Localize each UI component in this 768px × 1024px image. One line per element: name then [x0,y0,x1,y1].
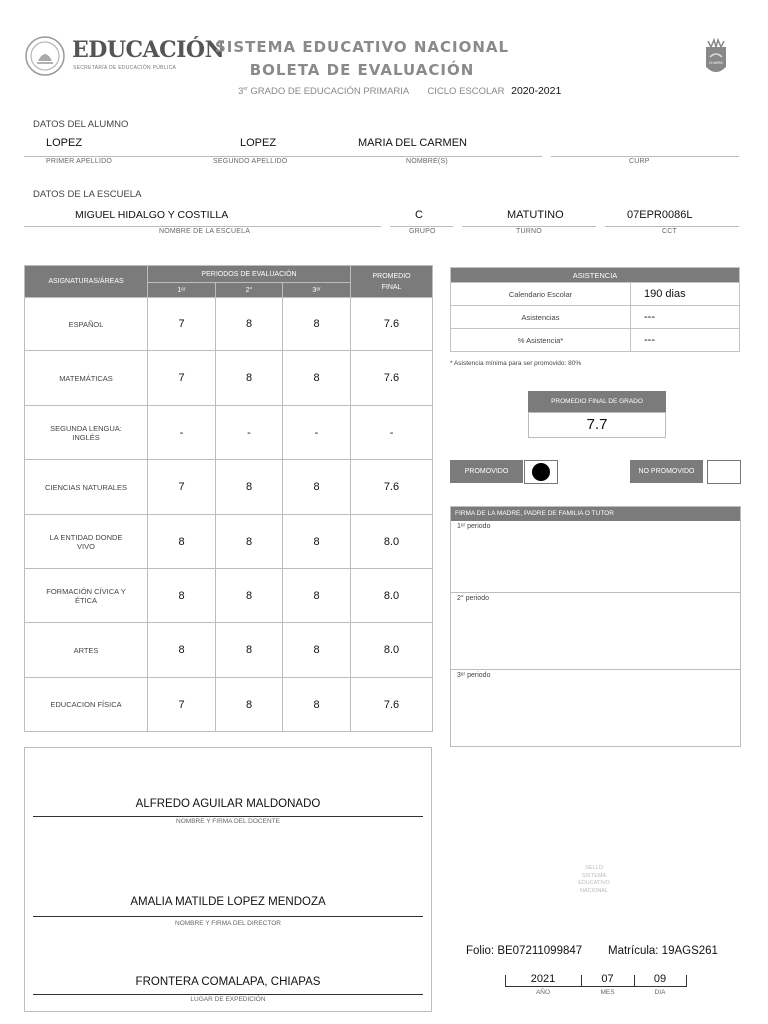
subject-cell: CIENCIAS NATURALES [25,460,148,515]
doc-title-2: BOLETA DE EVALUACIÓN [249,61,475,79]
promovido-checkbox[interactable] [524,460,558,484]
escuela-rule-4 [605,226,739,227]
logo-sub: SECRETARÍA DE EDUCACIÓN PÚBLICA [73,65,177,71]
grade-row [25,298,433,351]
escuela-nombre-value: MIGUEL HIDALGO Y COSTILLA [75,209,229,221]
seal-line: SELLO [585,865,603,871]
date-day-label: DIA [654,989,666,996]
grade-period-2: 8 [216,351,283,406]
issue-place: FRONTERA COMALAPA, CHIAPAS [135,976,321,988]
turno-label: TURNO [516,228,542,235]
signatures-box [24,747,432,1012]
subject-cell: EDUCACION FÍSICA [25,678,148,732]
seal-line: EDUCATIVO [578,880,610,886]
escuela-section-title: DATOS DE LA ESCUELA [33,189,142,200]
grade-row [25,569,433,623]
teacher-signature-line [33,816,423,817]
period-1-header: 1ᵉʳ [148,283,216,298]
tutor-signature-title: FIRMA DE LA MADRE, PADRE DE FAMILIA O TUTOR [451,507,740,521]
grade-period-1: 7 [148,678,216,732]
final-average-box [528,412,666,438]
grade-period-1: 7 [148,298,216,351]
issue-place-label: LUGAR DE EXPEDICIÓN [190,996,266,1003]
escuela-rule-3 [462,226,596,227]
crest-text: CHIAPAS [709,61,723,65]
grade-row [25,515,433,569]
primer-apellido-value: LOPEZ [46,137,83,149]
no-promovido-checkbox[interactable] [707,460,741,484]
date-rule [505,986,687,987]
nombre-value: MARIA DEL CARMEN [358,137,468,149]
date-month: 07 [601,973,614,985]
grade-row [25,351,433,406]
segundo-apellido-label: SEGUNDO APELLIDO [213,158,288,165]
subject-cell: MATEMÁTICAS [25,351,148,406]
grade-period-3: 8 [283,515,351,569]
attendance-value: --- [631,329,740,352]
grade-period-3: 8 [283,351,351,406]
date-tick [686,975,687,987]
tutor-signature-period-1: 1ᵉʳ periodo [457,523,491,530]
escuela-nombre-label: NOMBRE DE LA ESCUELA [159,228,251,235]
grade-row [25,406,433,460]
state-crest [702,37,730,79]
grade-period-2: 8 [216,298,283,351]
teacher-label: NOMBRE Y FIRMA DEL DOCENTE [176,818,280,825]
grade-period-1: - [148,406,216,460]
doc-title-1: SISTEMA EDUCATIVO NACIONAL [214,38,510,56]
attendance-label: Calendario Escolar [451,283,631,306]
date-day: 09 [653,973,667,985]
grade-period-2: 8 [216,569,283,623]
cycle-label: CICLO ESCOLAR [427,86,505,97]
grupo-value: C [415,209,423,221]
tutor-signature-box [450,506,741,747]
director-signature-line [33,916,423,917]
subject-cell: ARTES [25,623,148,678]
matricula: Matrícula: 19AGS261 [608,945,718,957]
director-label: NOMBRE Y FIRMA DEL DIRECTOR [175,920,281,927]
grade-final: 7.6 [351,298,433,351]
grade-text: GRADO DE EDUCACIÓN PRIMARIA [247,86,409,97]
filled-circle-icon [532,463,550,481]
date-block [505,972,687,998]
grade-final: 8.0 [351,515,433,569]
curp-label: CURP [629,158,650,165]
seal-placeholder [560,865,628,895]
grade-sup: er [243,85,248,92]
grade-final: - [351,406,433,460]
date-year: 2021 [530,973,556,985]
folio: Folio: BE07211099847 [466,945,583,957]
cct-label: CCT [662,228,677,235]
grade-num: 3 [238,86,244,97]
attendance-value: 190 dias [631,283,740,306]
tutor-signature-period-2: 2° periodo [451,592,740,669]
grade-period-2: 8 [216,678,283,732]
turno-value: MATUTINO [507,209,564,221]
col-final-header: PROMEDIO FINAL [351,266,433,298]
final-average-value: 7.7 [586,416,608,433]
grade-period-1: 8 [148,623,216,678]
grade-period-3: 8 [283,298,351,351]
grade-final: 7.6 [351,351,433,406]
attendance-label: % Asistencia* [451,329,631,352]
grades-table [24,265,433,732]
grade-period-2: 8 [216,515,283,569]
col-periods-header: PERIODOS DE EVALUACIÓN [148,266,351,283]
grade-row [25,623,433,678]
grade-period-1: 7 [148,460,216,515]
segundo-apellido-value: LOPEZ [240,137,277,149]
alumno-rule-1 [24,156,542,157]
grade-row [25,460,433,515]
primer-apellido-label: PRIMER APELLIDO [46,158,113,165]
teacher-name: ALFREDO AGUILAR MALDONADO [135,798,321,810]
issue-place-line [33,994,423,995]
final-average-label: PROMEDIO FINAL DE GRADO [528,391,666,412]
grade-final: 8.0 [351,569,433,623]
mexico-seal-icon [24,35,66,77]
period-2-header: 2° [216,283,283,298]
grade-period-2: 8 [216,460,283,515]
date-month-label: MES [600,989,615,996]
grupo-label: GRUPO [409,228,436,235]
grade-period-3: 8 [283,460,351,515]
grade-period-3: - [283,406,351,460]
grade-period-3: 8 [283,623,351,678]
grade-period-2: 8 [216,623,283,678]
cct-value: 07EPR0086L [627,209,693,221]
seal-line: NACIONAL [579,887,609,894]
chiapas-crest-icon [702,37,730,79]
director-name: AMALIA MATILDE LOPEZ MENDOZA [130,896,326,908]
grade-row [25,678,433,732]
grade-final: 7.6 [351,678,433,732]
grade-period-3: 8 [283,678,351,732]
grade-period-1: 8 [148,569,216,623]
logo-word: EDUCACIÓN [72,37,225,63]
cycle-value: 2020-2021 [511,85,562,97]
alumno-section-title: DATOS DEL ALUMNO [33,119,129,130]
subject-cell: LA ENTIDAD DONDE VIVO [25,515,148,569]
grade-period-3: 8 [283,569,351,623]
attendance-value: --- [631,306,740,329]
grade-period-1: 7 [148,351,216,406]
alumno-rule-2 [551,156,739,157]
nombre-label: NOMBRE(S) [406,158,448,165]
grades-body [25,298,433,732]
attendance-label: Asistencias [451,306,631,329]
period-3-header: 3ᵉʳ [283,283,351,298]
grade-period-1: 8 [148,515,216,569]
grade-final: 7.6 [351,460,433,515]
attendance-table [450,267,740,352]
no-promovido-label: NO PROMOVIDO [630,460,703,483]
grade-line [238,85,561,97]
date-year-label: AÑO [535,989,551,996]
attendance-title: ASISTENCIA [451,268,740,283]
grade-period-2: - [216,406,283,460]
escuela-rule-2 [390,226,453,227]
tutor-signature-period-3: 3ᵉʳ periodo [451,669,740,744]
attendance-note: * Asistencia mínima para ser promovido: 80% [450,360,582,367]
subject-cell: SEGUNDA LENGUA: INGLÉS [25,406,148,460]
promovido-label: PROMOVIDO [450,460,523,483]
grade-final: 8.0 [351,623,433,678]
subject-cell: ESPAÑOL [25,298,148,351]
seal-line: SISTEMA [581,872,607,879]
col-subject-header: ASIGNATURAS/ÁREAS [25,266,148,298]
subject-cell: FORMACIÓN CÍVICA Y ÉTICA [25,569,148,623]
escuela-rule-1 [24,226,381,227]
